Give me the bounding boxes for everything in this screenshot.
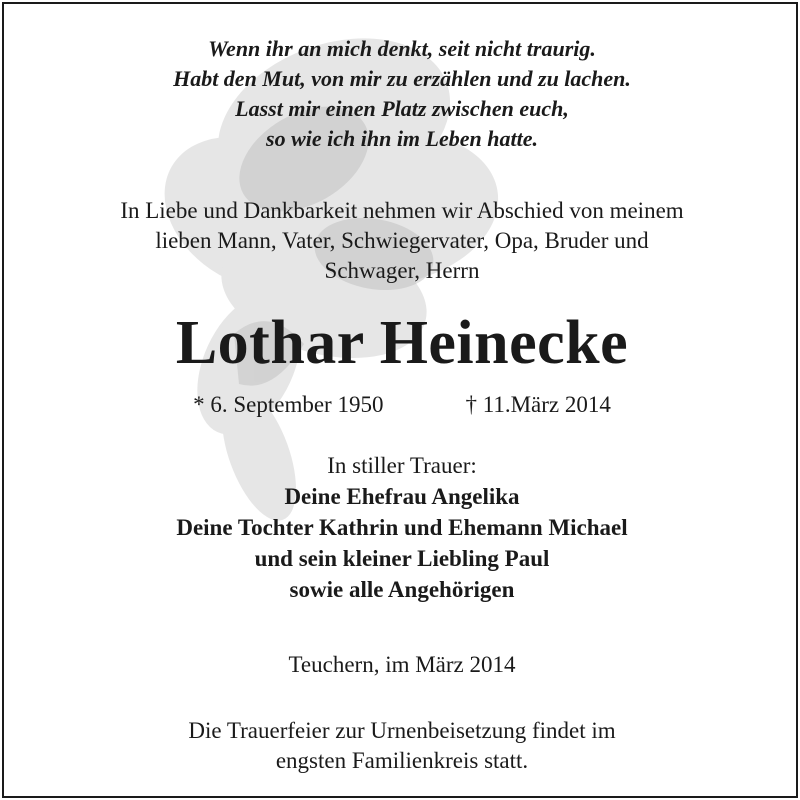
poem-line-3: Lasst mir einen Platz zwischen euch, xyxy=(235,96,569,121)
deceased-name: Lothar Heinecke xyxy=(175,309,629,377)
mourners-heading: In stiller Trauer: xyxy=(327,453,477,478)
poem-line-2: Habt den Mut, von mir zu erzählen und zu lachen. xyxy=(173,66,631,91)
obituary-notice xyxy=(2,2,798,798)
place-date: Teuchern, im März 2014 xyxy=(288,652,516,677)
death-date: † 11.März 2014 xyxy=(465,392,611,417)
intro-line-1: In Liebe und Dankbarkeit nehmen wir Abschied von meinem xyxy=(120,198,684,223)
life-dates xyxy=(4,390,798,420)
mourner-line-1: Deine Ehefrau Angelika xyxy=(284,484,520,509)
birth-date: * 6. September 1950 xyxy=(193,392,384,417)
intro-line-2: lieben Mann, Vater, Schwiegervater, Opa, Bruder und xyxy=(155,228,649,253)
mourner-line-4: sowie alle Angehörigen xyxy=(289,577,515,602)
ceremony-line-1: Die Trauerfeier zur Urnenbeisetzung findet im xyxy=(188,718,616,743)
ceremony-line-2: engsten Familienkreis statt. xyxy=(275,748,529,773)
intro-line-3: Schwager, Herrn xyxy=(324,258,480,283)
poem-line-1: Wenn ihr an mich denkt, seit nicht traurig. xyxy=(208,36,596,61)
poem-line-4: so wie ich ihn im Leben hatte. xyxy=(266,126,538,151)
mourner-line-2: Deine Tochter Kathrin und Ehemann Michael xyxy=(176,515,628,540)
mourner-line-3: und sein kleiner Liebling Paul xyxy=(254,546,550,571)
